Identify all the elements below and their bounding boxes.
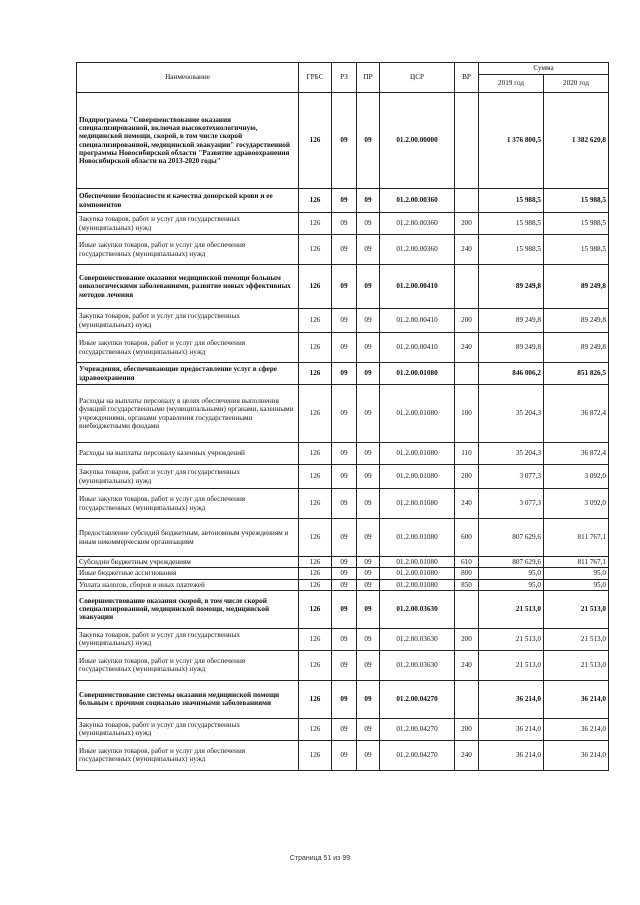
row-csr: 01.2.00.00360 — [380, 213, 455, 235]
table-row — [77, 590, 609, 628]
row-vr: 240 — [455, 489, 479, 519]
row-rz: 09 — [332, 235, 357, 265]
row-csr: 01.2.00.00410 — [380, 309, 455, 333]
row-rz: 09 — [332, 680, 357, 718]
row-sum-2020: 36 214,0 — [544, 718, 609, 740]
row-sum-2019: 807 629,6 — [479, 557, 544, 568]
row-name: Учреждения, обеспечивающие предоставление услуг в сфере здравоохранения — [77, 363, 299, 385]
row-sum-2019: 95,0 — [479, 568, 544, 579]
table-row — [77, 628, 609, 650]
row-pr: 09 — [357, 568, 380, 579]
table-row — [77, 519, 609, 557]
row-rz: 09 — [332, 363, 357, 385]
row-pr: 09 — [357, 740, 380, 770]
row-name: Иные закупки товаров, работ и услуг для обеспечения государственных (муниципальных) нужд — [77, 333, 299, 363]
row-sum-2019: 36 214,0 — [479, 740, 544, 770]
row-grbs: 126 — [299, 265, 332, 309]
row-rz: 09 — [332, 628, 357, 650]
row-sum-2019: 95,0 — [479, 579, 544, 590]
row-vr: 200 — [455, 309, 479, 333]
row-grbs: 126 — [299, 385, 332, 443]
row-rz: 09 — [332, 489, 357, 519]
row-csr: 01.2.00.01080 — [380, 579, 455, 590]
row-sum-2020: 15 988,5 — [544, 235, 609, 265]
row-sum-2020: 3 092,0 — [544, 465, 609, 489]
table-row — [77, 465, 609, 489]
row-sum-2019: 36 214,0 — [479, 718, 544, 740]
row-rz: 09 — [332, 519, 357, 557]
row-rz: 09 — [332, 265, 357, 309]
row-sum-2019: 89 249,8 — [479, 309, 544, 333]
table-row — [77, 568, 609, 579]
row-name: Уплата налогов, сборов и иных платежей — [77, 579, 299, 590]
row-csr: 01.2.00.03630 — [380, 590, 455, 628]
row-sum-2019: 15 988,5 — [479, 235, 544, 265]
row-sum-2020: 21 513,0 — [544, 650, 609, 680]
row-rz: 09 — [332, 557, 357, 568]
row-name: Расходы на выплаты персоналу в целях обеспечения выполнения функций государственными (муниципальными) органами, казенными учреждениями, органами управления государственными внебюджетными фондами — [77, 385, 299, 443]
row-sum-2020: 89 249,8 — [544, 333, 609, 363]
row-rz: 09 — [332, 385, 357, 443]
row-grbs: 126 — [299, 235, 332, 265]
row-vr: 240 — [455, 740, 479, 770]
table-row — [77, 718, 609, 740]
row-rz: 09 — [332, 189, 357, 213]
row-csr: 01.2.00.01080 — [380, 557, 455, 568]
row-name: Закупка товаров, работ и услуг для государственных (муниципальных) нужд — [77, 309, 299, 333]
table-row — [77, 680, 609, 718]
row-sum-2020: 36 214,0 — [544, 740, 609, 770]
row-sum-2020: 36 872,4 — [544, 443, 609, 465]
row-grbs: 126 — [299, 680, 332, 718]
row-csr: 01.2.00.04270 — [380, 740, 455, 770]
table-row — [77, 650, 609, 680]
row-sum-2020: 21 513,0 — [544, 590, 609, 628]
row-pr: 09 — [357, 557, 380, 568]
row-grbs: 126 — [299, 740, 332, 770]
row-pr: 09 — [357, 680, 380, 718]
row-sum-2019: 35 204,3 — [479, 443, 544, 465]
row-vr — [455, 93, 479, 189]
row-csr: 01.2.00.01080 — [380, 465, 455, 489]
row-rz: 09 — [332, 650, 357, 680]
row-name: Совершенствование оказания скорой, в том числе скорой специализированной, медицинской помощи, медицинской эвакуации — [77, 590, 299, 628]
row-csr: 01.2.00.00410 — [380, 333, 455, 363]
row-sum-2019: 89 249,8 — [479, 333, 544, 363]
row-vr: 200 — [455, 213, 479, 235]
row-csr: 01.2.00.00410 — [380, 265, 455, 309]
row-pr: 09 — [357, 718, 380, 740]
row-vr: 800 — [455, 568, 479, 579]
row-vr — [455, 680, 479, 718]
row-sum-2019: 36 214,0 — [479, 680, 544, 718]
row-name: Иные закупки товаров, работ и услуг для обеспечения государственных (муниципальных) нужд — [77, 650, 299, 680]
row-vr — [455, 590, 479, 628]
row-csr: 01.2.00.00000 — [380, 93, 455, 189]
row-pr: 09 — [357, 93, 380, 189]
row-pr: 09 — [357, 465, 380, 489]
row-rz: 09 — [332, 740, 357, 770]
row-sum-2020: 21 513,0 — [544, 628, 609, 650]
row-csr: 01.2.00.01080 — [380, 568, 455, 579]
row-csr: 01.2.00.01080 — [380, 489, 455, 519]
table-row — [77, 740, 609, 770]
row-pr: 09 — [357, 579, 380, 590]
table-row — [77, 235, 609, 265]
table-row — [77, 93, 609, 189]
row-name: Закупка товаров, работ и услуг для государственных (муниципальных) нужд — [77, 213, 299, 235]
row-rz: 09 — [332, 93, 357, 189]
row-vr: 850 — [455, 579, 479, 590]
budget-table — [76, 62, 609, 771]
row-sum-2019: 15 988,5 — [479, 189, 544, 213]
header-name: Наименование — [77, 63, 299, 93]
row-pr: 09 — [357, 309, 380, 333]
row-csr: 01.2.00.01080 — [380, 443, 455, 465]
row-name: Закупка товаров, работ и услуг для государственных (муниципальных) нужд — [77, 628, 299, 650]
table-row — [77, 213, 609, 235]
table-row — [77, 309, 609, 333]
table-row — [77, 489, 609, 519]
row-sum-2020: 89 249,8 — [544, 309, 609, 333]
row-grbs: 126 — [299, 650, 332, 680]
row-grbs: 126 — [299, 519, 332, 557]
row-grbs: 126 — [299, 333, 332, 363]
row-csr: 01.2.00.03630 — [380, 650, 455, 680]
row-sum-2019: 89 249,8 — [479, 265, 544, 309]
row-grbs: 126 — [299, 189, 332, 213]
table-row — [77, 385, 609, 443]
row-sum-2019: 21 513,0 — [479, 650, 544, 680]
row-vr: 200 — [455, 465, 479, 489]
row-sum-2020: 36 214,0 — [544, 680, 609, 718]
row-vr: 600 — [455, 519, 479, 557]
table-row — [77, 579, 609, 590]
row-vr: 100 — [455, 385, 479, 443]
row-sum-2020: 851 826,5 — [544, 363, 609, 385]
row-vr: 610 — [455, 557, 479, 568]
row-csr: 01.2.00.04270 — [380, 718, 455, 740]
table-row — [77, 333, 609, 363]
row-sum-2019: 21 513,0 — [479, 628, 544, 650]
row-pr: 09 — [357, 189, 380, 213]
row-vr — [455, 363, 479, 385]
row-name: Предоставление субсидий бюджетным, автономным учреждениям и иным некоммерческим организациям — [77, 519, 299, 557]
row-sum-2019: 35 204,3 — [479, 385, 544, 443]
header-grbs: ГРБС — [299, 63, 332, 93]
row-vr: 240 — [455, 650, 479, 680]
row-vr: 110 — [455, 443, 479, 465]
row-vr: 240 — [455, 333, 479, 363]
row-pr: 09 — [357, 628, 380, 650]
row-name: Иные закупки товаров, работ и услуг для обеспечения государственных (муниципальных) нужд — [77, 235, 299, 265]
row-sum-2020: 15 988,5 — [544, 189, 609, 213]
row-vr: 200 — [455, 628, 479, 650]
row-grbs: 126 — [299, 93, 332, 189]
row-sum-2020: 95,0 — [544, 568, 609, 579]
row-sum-2019: 807 629,6 — [479, 519, 544, 557]
table-row — [77, 363, 609, 385]
row-sum-2019: 3 077,3 — [479, 489, 544, 519]
row-rz: 09 — [332, 590, 357, 628]
row-sum-2019: 1 376 800,5 — [479, 93, 544, 189]
row-sum-2020: 89 249,8 — [544, 265, 609, 309]
row-sum-2020: 1 382 620,8 — [544, 93, 609, 189]
row-name: Иные бюджетные ассигнования — [77, 568, 299, 579]
row-sum-2020: 15 988,5 — [544, 213, 609, 235]
table-body — [77, 93, 609, 771]
row-sum-2019: 3 077,3 — [479, 465, 544, 489]
row-rz: 09 — [332, 309, 357, 333]
row-grbs: 126 — [299, 718, 332, 740]
row-pr: 09 — [357, 363, 380, 385]
row-sum-2020: 3 092,0 — [544, 489, 609, 519]
row-grbs: 126 — [299, 443, 332, 465]
row-csr: 01.2.00.03630 — [380, 628, 455, 650]
row-grbs: 126 — [299, 590, 332, 628]
row-vr: 240 — [455, 235, 479, 265]
row-name: Подпрограмма "Совершенствование оказания специализированной, включая высокотехнологичную, медицинской помощи, скорой, в том числе скорой специализированной, медицинской эвакуации" государственной программы Новосибирской области "Развитие здравоохранения Новосибирской области на 2013-2020 годы" — [77, 93, 299, 189]
row-grbs: 126 — [299, 363, 332, 385]
header-vr: ВР — [455, 63, 479, 93]
row-name: Иные закупки товаров, работ и услуг для обеспечения государственных (муниципальных) нужд — [77, 740, 299, 770]
header-year-2019: 2019 год — [479, 75, 544, 93]
row-name: Субсидии бюджетным учреждениям — [77, 557, 299, 568]
table-row — [77, 189, 609, 213]
row-sum-2020: 811 767,1 — [544, 519, 609, 557]
row-rz: 09 — [332, 579, 357, 590]
row-csr: 01.2.00.01080 — [380, 519, 455, 557]
row-name: Закупка товаров, работ и услуг для государственных (муниципальных) нужд — [77, 465, 299, 489]
table-row — [77, 557, 609, 568]
row-grbs: 126 — [299, 628, 332, 650]
row-rz: 09 — [332, 213, 357, 235]
row-csr: 01.2.00.00360 — [380, 189, 455, 213]
row-rz: 09 — [332, 333, 357, 363]
header-rz: РЗ — [332, 63, 357, 93]
row-name: Совершенствование системы оказания медицинской помощи больным с прочими социально значимыми заболеваниями — [77, 680, 299, 718]
row-pr: 09 — [357, 590, 380, 628]
row-grbs: 126 — [299, 489, 332, 519]
header-year-2020: 2020 год — [544, 75, 609, 93]
header-pr: ПР — [357, 63, 380, 93]
row-csr: 01.2.00.00360 — [380, 235, 455, 265]
row-name: Расходы на выплаты персоналу казенных учреждений — [77, 443, 299, 465]
table-row — [77, 443, 609, 465]
row-pr: 09 — [357, 333, 380, 363]
row-rz: 09 — [332, 568, 357, 579]
row-vr — [455, 189, 479, 213]
header-csr: ЦСР — [380, 63, 455, 93]
row-rz: 09 — [332, 443, 357, 465]
row-sum-2020: 811 767,1 — [544, 557, 609, 568]
row-pr: 09 — [357, 385, 380, 443]
row-grbs: 126 — [299, 213, 332, 235]
row-pr: 09 — [357, 650, 380, 680]
header-sum: Сумма — [479, 63, 609, 75]
table-row — [77, 265, 609, 309]
row-sum-2020: 95,0 — [544, 579, 609, 590]
row-name: Обеспечение безопасности и качества донорской крови и ее компонентов — [77, 189, 299, 213]
row-grbs: 126 — [299, 579, 332, 590]
row-grbs: 126 — [299, 465, 332, 489]
row-csr: 01.2.00.01080 — [380, 363, 455, 385]
row-rz: 09 — [332, 718, 357, 740]
row-pr: 09 — [357, 519, 380, 557]
row-sum-2019: 21 513,0 — [479, 590, 544, 628]
row-vr: 200 — [455, 718, 479, 740]
row-grbs: 126 — [299, 568, 332, 579]
row-sum-2020: 36 872,4 — [544, 385, 609, 443]
row-pr: 09 — [357, 443, 380, 465]
row-name: Иные закупки товаров, работ и услуг для обеспечения государственных (муниципальных) нужд — [77, 489, 299, 519]
row-name: Совершенствование оказания медицинской помощи больным онкологическими заболеваниями, развитие новых эффективных методов лечения — [77, 265, 299, 309]
row-rz: 09 — [332, 465, 357, 489]
row-vr — [455, 265, 479, 309]
row-pr: 09 — [357, 265, 380, 309]
row-grbs: 126 — [299, 557, 332, 568]
row-sum-2019: 846 006,2 — [479, 363, 544, 385]
page-footer: Страница 51 из 99 — [289, 855, 351, 862]
row-grbs: 126 — [299, 309, 332, 333]
row-name: Закупка товаров, работ и услуг для государственных (муниципальных) нужд — [77, 718, 299, 740]
row-csr: 01.2.00.04270 — [380, 680, 455, 718]
row-csr: 01.2.00.01080 — [380, 385, 455, 443]
row-pr: 09 — [357, 489, 380, 519]
row-sum-2019: 15 988,5 — [479, 213, 544, 235]
row-pr: 09 — [357, 235, 380, 265]
row-pr: 09 — [357, 213, 380, 235]
